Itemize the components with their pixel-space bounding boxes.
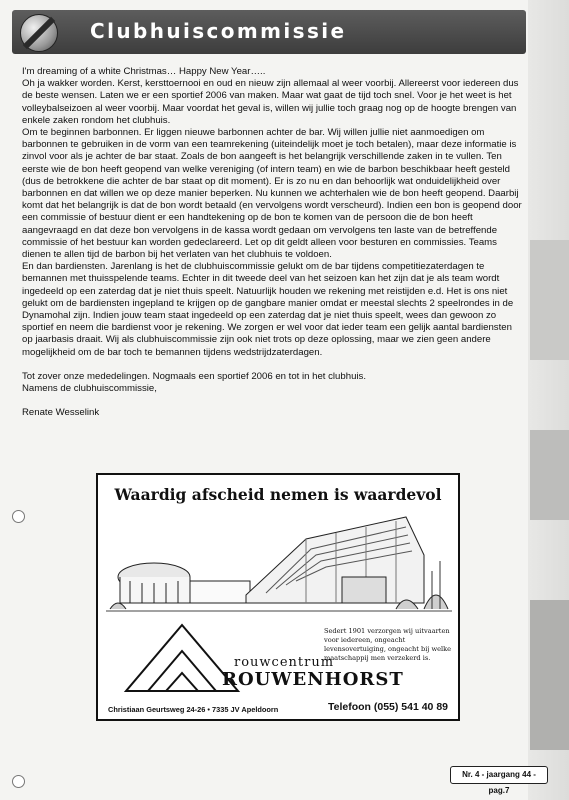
binder-hole — [12, 510, 25, 523]
adjacent-page-block — [530, 600, 569, 750]
ad-brand-subtitle: rouwcentrum — [234, 655, 335, 670]
signature: Renate Wesselink — [22, 407, 100, 419]
ad-services-text: Sedert 1901 verzorgen wij uitvaarten voor iedereen, ongeacht levensovertuiging, ongeacht bij welke maatschappij men verzekerd is. — [324, 627, 451, 662]
article-body — [22, 66, 522, 419]
ad-headline: Waardig afscheid nemen is waardevol — [114, 485, 442, 504]
article-paragraph: En dan bardiensten. Jarenlang is het de clubhuiscommissie gelukt om de bar tijdens competitiezaterdagen te bemannen met thuisspelende teams. Echter in dit tweede deel van het seizoen kan het zijn dat je als team wordt ingedeeld op een zaterdag dat je niet thuis speelt. Natuurlijk houden we rekening met reistijden e.d. Het is ons niet gelukt om de bardiensten ingepland te krijgen op de gangbare manier omdat er meestal slechts 2 speelrondes in de Dynamohal zijn. Indien jouw team staat ingedeeld op een zaterdag dat je niet thuis speelt, wees dan gewoon zo sportief en neem die bardienst voor je rekening. We zorgen er wel voor dat ieder team een gelijk aantal bardiensten op jaarbasis draait. Wij als clubhuiscommissie zijn ook niet trots op deze oplossing, maar we zien geen andere mogelijkheid om de bar toch te bemannen tijdens wedstrijdzaterdagen. — [22, 261, 514, 358]
ad-brand-name: ROUWENHORST — [222, 669, 404, 690]
article-paragraph: I'm dreaming of a white Christmas… Happy New Year….. — [22, 66, 266, 77]
funeral-center-building-illustration — [106, 511, 452, 623]
ad-phone: Telefoon (055) 541 40 89 — [327, 701, 448, 713]
ad-address: Christiaan Geurtsweg 24-26 • 7335 JV Apeldoorn — [108, 705, 279, 714]
advertisement — [96, 473, 460, 721]
section-header — [12, 10, 526, 54]
adjacent-page-block — [530, 430, 569, 520]
article-paragraph: Om te beginnen barbonnen. Er liggen nieuwe barbonnen achter de bar. Wij willen jullie niet aanmoedigen om barbonnen te gebruiken in de vorm van een teamrekening (uiteindelijk moet je toch betalen), maar deze informatie is zinvol voor als je achter de bar staat. Zoals de bon aangeeft is het belangrijk verschillende zaken in te vullen. Ten eerste wie de bon heeft geopend van welke vereniging (of intern team) en wie de barbon beschikbaar heeft gesteld (dus de betrokkene die achter de bar staat op dit moment). Er is zo nu en dan behoorlijk wat onduidelijkheid over barbonnen en dat willen we op deze manier beperken. Nu kunnen we achterhalen wie de bon heeft geopend. Daarbij komt dat het belangrijk is dat de bon wordt betaald (en vervolgens wordt verscheurd). Indien een bon is geopend door een commissie of bestuur dient er een handtekening op de bon te komen van de persoon die de bon heeft aangevraagd en dat deze bon vervolgens in de kassa wordt gedaan om vervolgens ten laste van de betreffende commissie of het bestuur kan worden gedeclareerd. Let op dit geldt alleen voor besturen en commissies. Teams dienen te allen tijd de barbon bij het verlaten van het clubhuis te voldoen. — [22, 127, 522, 261]
page-number-badge: Nr. 4 - jaargang 44 - pag.7 — [450, 766, 548, 784]
article-paragraph: Oh ja wakker worden. Kerst, kersttoernooi en oud en nieuw zijn allemaal al weer voorbij. Allereerst voor iedereen dus de beste wensen. Laten we er een sportief 2006 van maken. Maar wat gaat de tijd toch snel. Voor je het weet is het volleybalseizoen al weer voorbij. Maar voordat het geval is, willen wij jullie toch graag nog op de hoogte brengen van enkele zaken rondom het clubhuis. — [22, 78, 519, 126]
closing-line: Namens de clubhuiscommissie, — [22, 383, 157, 395]
closing-line: Tot zover onze mededelingen. Nogmaals een sportief 2006 en tot in het clubhuis. — [22, 370, 366, 382]
section-title: Clubhuiscommissie — [90, 19, 347, 43]
binder-hole — [12, 775, 25, 788]
volleyball-logo-icon — [20, 14, 58, 52]
adjacent-page-block — [530, 240, 569, 360]
